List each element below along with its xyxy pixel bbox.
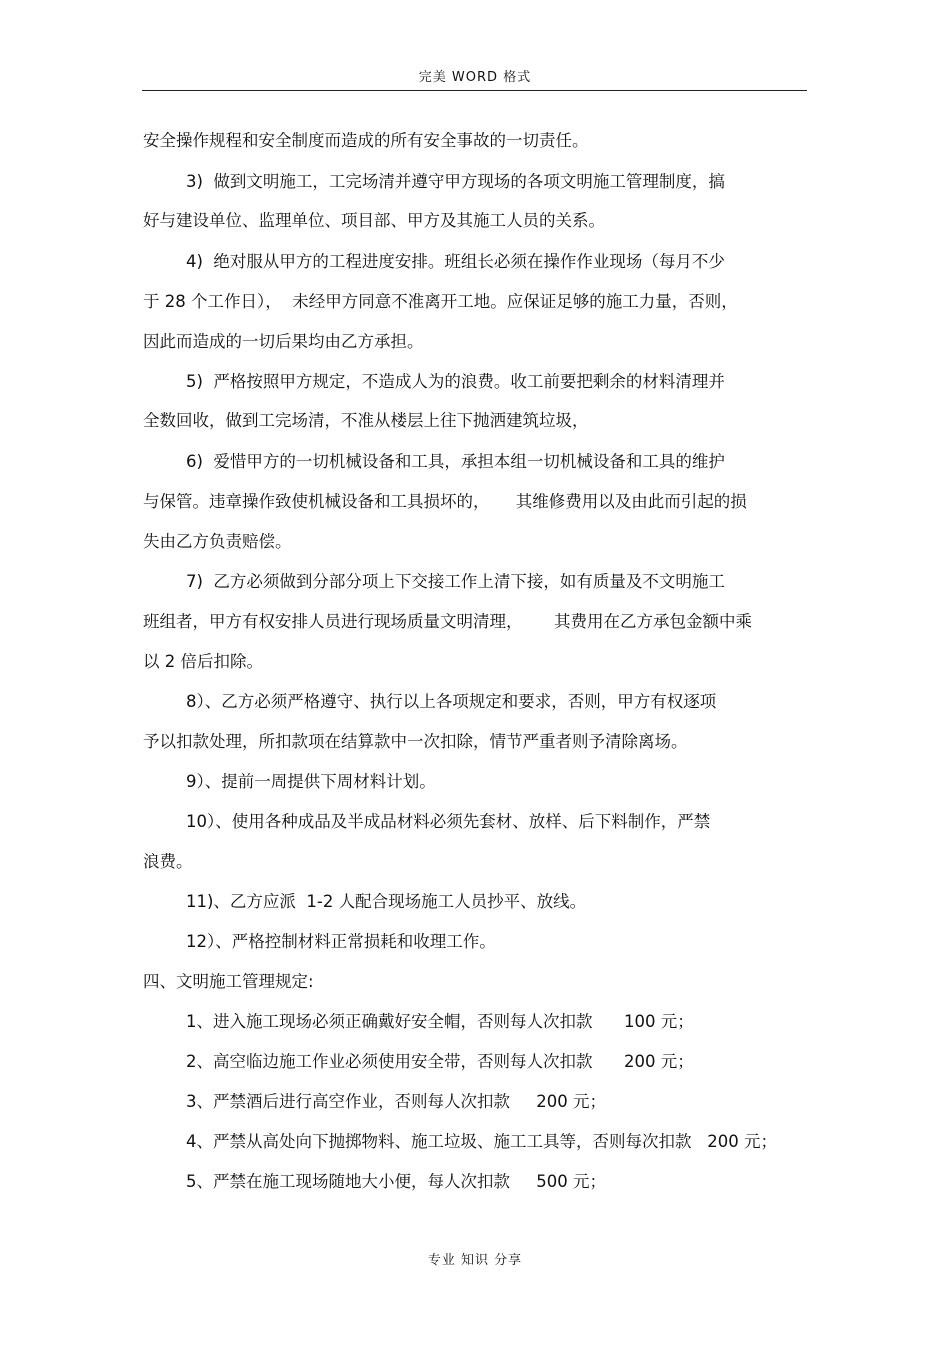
text-line: 9）、提前一周提供下周材料计划。 [186,772,436,791]
text-line: 4) 绝对服从甲方的工程进度安排。班组长必须在操作作业现场（每月不少 [186,252,725,271]
page-footer: 专业 知识 分享 [427,1253,523,1268]
text-line: 11)、乙方应派 1-2 人配合现场施工人员抄平、放线。 [186,892,587,911]
text-line: 全数回收，做到工完场清，不准从楼层上往下抛洒建筑垃圾， [143,411,589,430]
text-line: 因此而造成的一切后果均由乙方承担。 [143,332,424,351]
section-heading: 四、文明施工管理规定: [143,972,314,991]
text-line: 3) 做到文明施工，工完场清并遵守甲方现场的各项文明施工管理制度，搞 [186,172,725,191]
text-line: 7) 乙方必须做到分部分项上下交接工作上清下接，如有质量及不文明施工 [186,572,725,591]
text-line: 1、进入施工现场必须正确戴好安全帽，否则每人次扣款 100 元； [186,1012,694,1031]
text-line: 2、高空临边施工作业必须使用安全带，否则每人次扣款 200 元； [186,1052,694,1071]
text-line: 5) 严格按照甲方规定，不造成人为的浪费。收工前要把剩余的材料清理并 [186,372,725,391]
text-line: 于 28 个工作日）， 未经甲方同意不准离开工地。应保证足够的施工力量，否则， [143,292,738,311]
text-line: 5、严禁在施工现场随地大小便，每人次扣款 500 元； [186,1172,606,1191]
text-line: 6) 爱惜甲方的一切机械设备和工具，承担本组一切机械设备和工具的维护 [186,452,725,471]
page-header: 完美 WORD 格式 [418,70,532,85]
text-line: 浪费。 [143,852,193,871]
text-line: 好与建设单位、监理单位、项目部、甲方及其施工人员的关系。 [143,211,605,230]
header-rule [142,90,807,91]
text-line: 3、严禁酒后进行高空作业，否则每人次扣款 200 元； [186,1092,606,1111]
text-line: 予以扣款处理，所扣款项在结算款中一次扣除，情节严重者则予清除离场。 [143,732,688,751]
text-line: 班组者，甲方有权安排人员进行现场质量文明清理， 其费用在乙方承包金额中乘 [143,612,752,631]
text-line: 4、严禁从高处向下抛掷物料、施工垃圾、施工工具等，否则每次扣款 200 元； [186,1132,777,1151]
text-line: 失由乙方负责赔偿。 [143,532,292,551]
text-line: 与保管。违章操作致使机械设备和工具损坏的， 其维修费用以及由此而引起的损 [143,492,747,511]
text-line: 10）、使用各种成品及半成品材料必须先套材、放样、后下料制作，严禁 [186,812,711,831]
text-line: 8）、乙方必须严格遵守、执行以上各项规定和要求，否则，甲方有权逐项 [186,692,717,711]
text-line: 安全操作规程和安全制度而造成的所有安全事故的一切责任。 [143,131,589,150]
text-line: 以 2 倍后扣除。 [143,652,263,671]
text-line: 12）、严格控制材料正常损耗和收理工作。 [186,932,496,951]
